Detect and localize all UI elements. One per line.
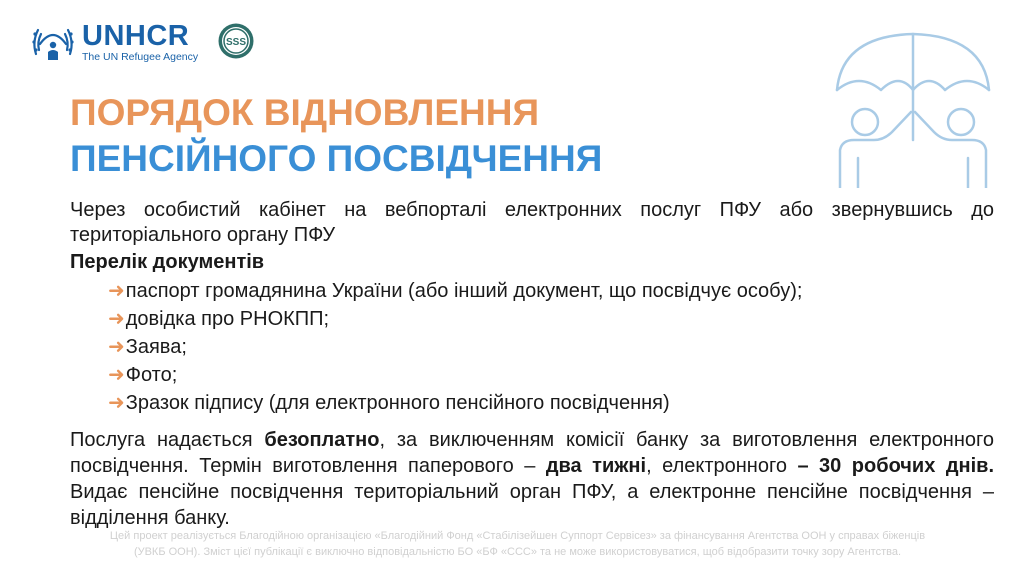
free-of-charge-text: безоплатно — [264, 429, 380, 451]
documents-list — [108, 277, 802, 417]
documents-heading: Перелік документів — [70, 251, 265, 273]
list-item — [108, 389, 802, 417]
sss-logo-icon — [217, 22, 255, 60]
service-paragraph — [70, 427, 994, 531]
unhcr-tagline: The UN Refugee Agency — [82, 50, 199, 63]
footer-line-2: (УВКБ ООН). Зміст цієї публікації є виключно відповідальністю БО «БФ «ССС» та не може використовуватися, щоб відобразити точку зору Агентства. — [133, 546, 902, 558]
title-line-2: ПЕНСІЙНОГО ПОСВІДЧЕННЯ — [70, 138, 603, 179]
arrow-right-icon: ➜ — [108, 308, 125, 330]
arrow-right-icon: ➜ — [108, 280, 125, 302]
list-item-text: Заява; — [125, 336, 187, 358]
arrow-right-icon: ➜ — [108, 364, 125, 386]
list-item-text: паспорт громадянина України (або інший документ, що посвідчує особу); — [125, 280, 803, 302]
electronic-term-text: – 30 робочих днів. — [797, 455, 995, 477]
list-item-text: Зразок підпису (для електронного пенсійного посвідчення) — [125, 392, 670, 414]
intro-paragraph: Через особистий кабінет на вебпорталі електронних послуг ПФУ або звернувшись до територіального органу ПФУ — [70, 199, 994, 246]
list-item-text: Фото; — [125, 364, 178, 386]
sss-logo-text: SSS — [225, 37, 247, 48]
list-item — [108, 277, 802, 305]
service-text: , електронного — [646, 455, 798, 477]
paper-term-text: два тижні — [545, 455, 647, 477]
service-text: Послуга надається — [70, 429, 265, 451]
service-text: Видає пенсійне посвідчення територіальний орган ПФУ, а електронне пенсійне посвідчення – відділення банку. — [70, 481, 994, 529]
unhcr-name: UNHCR — [82, 19, 190, 52]
page-title — [70, 90, 602, 182]
arrow-right-icon: ➜ — [108, 336, 125, 358]
list-item — [108, 333, 802, 361]
list-item — [108, 305, 802, 333]
footer-line-1: Цей проект реалізується Благодійною організацією «Благодійний Фонд «Стабілізейшен Суппорт Сервісез» за фінансування Агентства ООН у справах біженців — [109, 530, 926, 542]
umbrella-people-icon — [832, 28, 994, 188]
unhcr-logo — [30, 20, 198, 64]
arrow-right-icon: ➜ — [108, 392, 125, 414]
list-item — [108, 361, 802, 389]
title-line-1: ПОРЯДОК ВІДНОВЛЕННЯ — [70, 92, 540, 133]
footer-disclaimer — [30, 528, 1005, 560]
list-item-text: довідка про РНОКПП; — [125, 308, 330, 330]
unhcr-emblem-icon — [30, 20, 76, 64]
service-text: , за виключенням комісії банку за виготовлення електронного посвідчення. Термін виготовлення паперового – — [70, 429, 995, 477]
